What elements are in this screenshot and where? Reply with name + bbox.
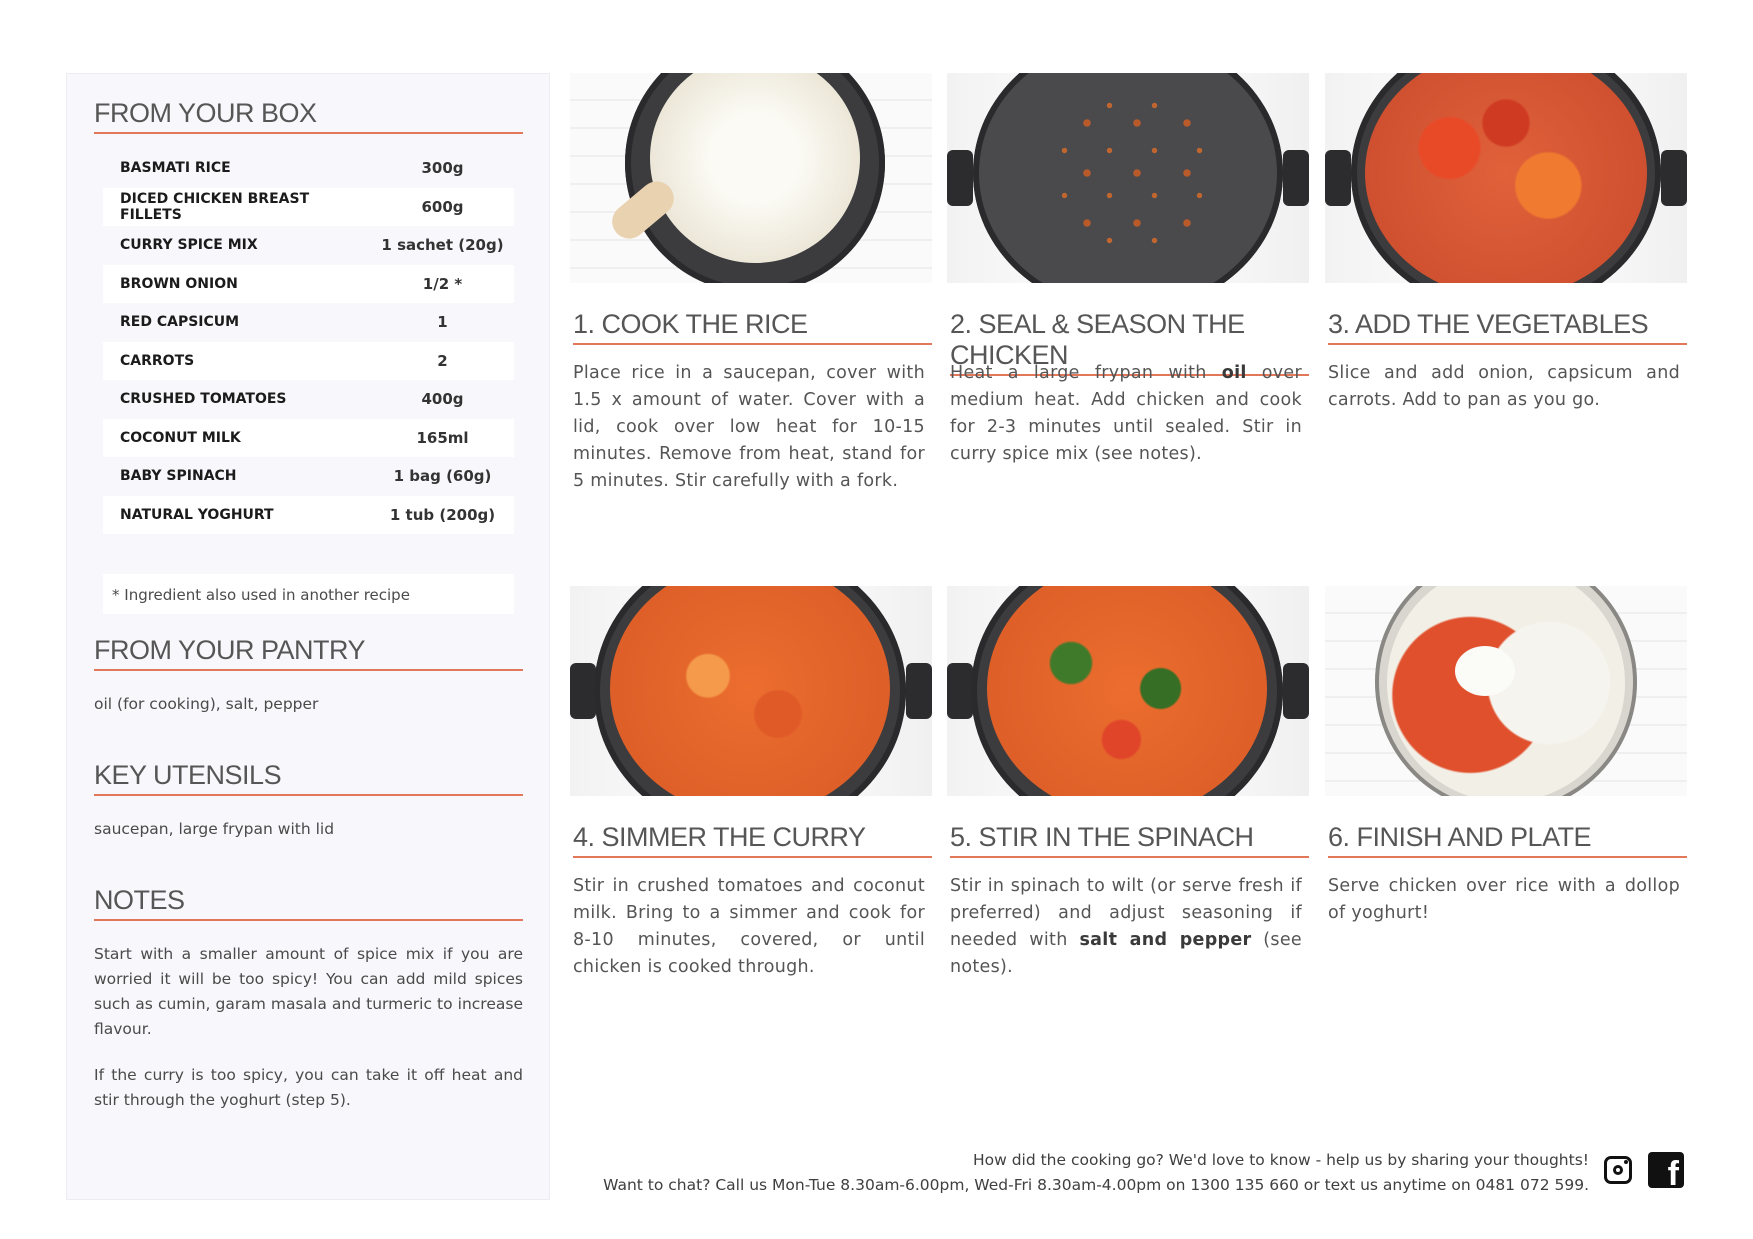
pantry-text: oil (for cooking), salt, pepper: [94, 695, 319, 713]
step-text: Serve chicken over rice with a dollop of yoghurt!: [1328, 876, 1680, 923]
notes-paragraph: Start with a smaller amount of spice mix if you are worried it will be too spicy! You can add mild spices such as cumin, garam masala and turmeric to increase flavour.: [94, 945, 523, 1038]
step-4-photo: [570, 586, 932, 796]
ingredient-row: [103, 226, 514, 265]
step-heading: 3. ADD THE VEGETABLES: [1328, 309, 1687, 345]
notes-heading: NOTES: [94, 885, 523, 921]
footer-text: [603, 1148, 1589, 1198]
ingredient-qty: 165ml: [416, 428, 469, 447]
step-text-part: Heat a large frypan with: [950, 363, 1222, 383]
footer-feedback-line: How did the cooking go? We'd love to know - help us by sharing your thoughts!: [972, 1151, 1589, 1169]
ingredient-row: [103, 303, 514, 342]
ingredient-name: NATURAL YOGHURT: [120, 506, 274, 523]
ingredient-row: [103, 457, 514, 496]
step-5-photo: [947, 586, 1309, 796]
key-utensils-heading: KEY UTENSILS: [94, 760, 523, 796]
ingredient-qty: 1 sachet (20g): [381, 236, 504, 255]
ingredient-row: [103, 188, 514, 227]
notes-paragraph: If the curry is too spicy, you can take it off heat and stir through the yoghurt (step 5).: [94, 1066, 523, 1109]
step-text: [950, 360, 1302, 468]
facebook-icon[interactable]: [1648, 1152, 1684, 1193]
step-heading: 6. FINISH AND PLATE: [1328, 822, 1687, 858]
ingredient-row: [103, 265, 514, 304]
ingredients-table: [103, 149, 514, 534]
ingredient-qty: 1: [437, 313, 448, 332]
ingredient-row: [103, 380, 514, 419]
ingredient-name: BASMATI RICE: [120, 160, 231, 177]
ingredient-row: [103, 149, 514, 188]
ingredient-row: [103, 419, 514, 458]
footer-contact-line: Want to chat? Call us Mon-Tue 8.30am-6.00pm, Wed-Fri 8.30am-4.00pm on 1300 135 660 or text us anytime on 0481 072 599.: [603, 1176, 1589, 1194]
ingredient-name: COCONUT MILK: [120, 429, 241, 446]
ingredient-qty: 1 bag (60g): [393, 467, 492, 486]
step-6-photo: [1325, 586, 1687, 796]
ingredient-qty: 400g: [421, 390, 464, 409]
step-heading: 1. COOK THE RICE: [573, 309, 932, 345]
ingredient-name: DICED CHICKEN BREAST FILLETS: [120, 190, 310, 223]
step-text-part: over medium heat. Add chicken and cook for 2-3 minutes until sealed. Stir in curry spice mix (see notes).: [950, 363, 1302, 464]
ingredient-qty: 600g: [421, 197, 464, 216]
ingredient-name: RED CAPSICUM: [120, 314, 240, 331]
ingredient-name: BROWN ONION: [120, 275, 238, 292]
ingredient-name: CRUSHED TOMATOES: [120, 391, 287, 408]
from-your-pantry-heading: FROM YOUR PANTRY: [94, 635, 523, 671]
step-text-bold: oil: [1221, 363, 1247, 383]
step-2-photo: [947, 73, 1309, 283]
step-3-photo: [1325, 73, 1687, 283]
step-heading: 4. SIMMER THE CURRY: [573, 822, 932, 858]
ingredient-row: [103, 342, 514, 381]
ingredient-qty: 300g: [421, 159, 464, 178]
step-1-photo: [570, 73, 932, 283]
ingredient-name: BABY SPINACH: [120, 468, 237, 485]
step-text-part: (see notes).: [950, 930, 1302, 977]
instagram-icon[interactable]: [1600, 1152, 1636, 1188]
ingredients-panel: [66, 73, 550, 1200]
step-text: Stir in crushed tomatoes and coconut milk. Bring to a simmer and cook for 8-10 minutes, covered, or until chicken is cooked through.: [573, 876, 925, 977]
step-heading: 5. STIR IN THE SPINACH: [950, 822, 1309, 858]
step-text: Slice and add onion, capsicum and carrots. Add to pan as you go.: [1328, 363, 1680, 410]
ingredient-qty: 1/2 *: [422, 274, 463, 293]
step-heading: 2. SEAL & SEASON THE CHICKEN: [950, 309, 1309, 376]
from-your-box-heading: FROM YOUR BOX: [94, 98, 523, 134]
ingredient-row: [103, 496, 514, 535]
notes-text: [94, 942, 523, 1113]
ingredient-qty: 2: [437, 351, 448, 370]
step-text: [950, 873, 1302, 981]
ingredient-footnote: * Ingredient also used in another recipe: [103, 574, 514, 614]
facebook-glyph: f: [1667, 1155, 1679, 1193]
ingredient-qty: 1 tub (200g): [389, 505, 496, 524]
utensils-text: saucepan, large frypan with lid: [94, 820, 335, 838]
ingredient-name: CURRY SPICE MIX: [120, 237, 258, 254]
step-text-bold: salt and pepper: [1079, 930, 1252, 950]
ingredient-name: CARROTS: [120, 352, 195, 369]
step-text: Place rice in a saucepan, cover with 1.5 x amount of water. Cover with a lid, cook over low heat for 10-15 minutes. Remove from heat, stand for 5 minutes. Stir carefully with a fork.: [573, 363, 925, 491]
step-text-part: Stir in spinach to wilt (or serve fresh if preferred) and adjust seasoning if needed with: [950, 876, 1302, 950]
